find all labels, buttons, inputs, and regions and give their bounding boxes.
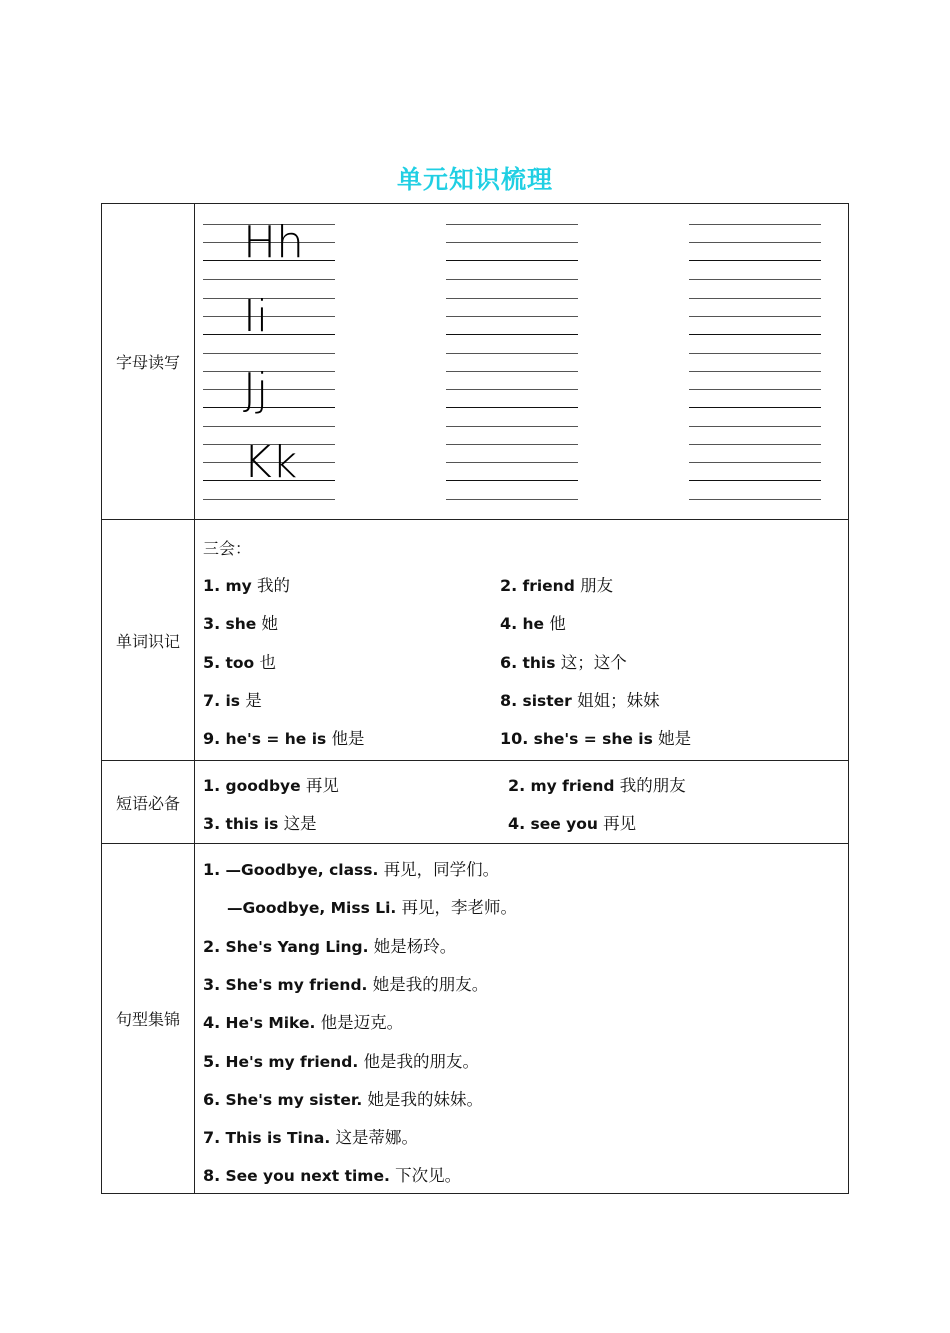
sentence-item — [203, 1086, 483, 1110]
writing-rule — [446, 298, 578, 299]
item-number: 3. — [203, 974, 221, 994]
writing-grid — [689, 371, 821, 431]
word-item — [203, 610, 278, 634]
sentences-label: 句型集锦 — [102, 844, 195, 1193]
item-number: 2. — [508, 776, 526, 795]
item-chinese: 她是杨玲。 — [373, 936, 457, 956]
writing-rule — [689, 407, 821, 408]
writing-grid — [203, 217, 335, 284]
writing-grid — [446, 371, 578, 431]
item-english: she — [225, 615, 257, 634]
sentence-item — [203, 971, 488, 995]
writing-rule — [689, 462, 821, 463]
writing-rule — [203, 334, 335, 335]
writing-rule — [446, 407, 578, 408]
item-english: goodbye — [225, 777, 301, 795]
phrase-item — [203, 772, 339, 796]
letter-pair: Kk — [243, 437, 298, 488]
item-chinese: 她是我的朋友。 — [372, 974, 489, 994]
item-english: my — [225, 577, 252, 595]
item-chinese: 姐姐；妹妹 — [577, 690, 660, 710]
knowledge-table — [101, 203, 849, 1194]
item-english: is — [225, 691, 241, 710]
letter-pair: Hh — [243, 217, 304, 268]
writing-rule — [446, 224, 578, 225]
item-english: He's Mike. — [225, 1014, 316, 1033]
item-chinese: 下次见。 — [395, 1166, 462, 1186]
item-chinese: 他是迈克。 — [320, 1013, 404, 1033]
item-number: 3. — [203, 614, 221, 634]
writing-rule — [689, 389, 821, 390]
item-number: 1. — [203, 860, 221, 879]
writing-rule — [446, 444, 578, 445]
item-number: 5. — [203, 652, 221, 672]
writing-rule — [203, 316, 335, 317]
item-number: 4. — [500, 614, 518, 634]
sentence-item — [203, 933, 456, 957]
letters-writing-area — [195, 204, 848, 519]
item-number: 3. — [203, 814, 221, 833]
phrases-content — [195, 761, 848, 843]
writing-grid — [689, 444, 821, 504]
item-english: He's my friend. — [225, 1052, 359, 1071]
item-english: he — [522, 615, 545, 634]
writing-rule — [689, 499, 821, 500]
writing-rule — [689, 426, 821, 427]
writing-grid — [689, 224, 821, 284]
item-english: This is Tina. — [225, 1129, 331, 1148]
page-title: 单元知识梳理 — [396, 165, 553, 194]
item-chinese: 是 — [245, 690, 262, 710]
item-chinese: 也 — [259, 652, 276, 672]
writing-rule — [446, 389, 578, 390]
item-number: 1. — [203, 776, 221, 795]
sentence-item — [203, 1009, 403, 1033]
word-item — [500, 725, 691, 749]
letter-pair: Ii — [243, 291, 269, 342]
writing-rule — [689, 480, 821, 481]
item-number: 2. — [500, 576, 518, 595]
writing-grid — [203, 437, 335, 504]
item-english: She's Yang Ling. — [225, 937, 369, 956]
writing-rule — [446, 279, 578, 280]
writing-rule — [689, 371, 821, 372]
item-number: 10. — [500, 729, 529, 749]
item-chinese: 这是蒂娜。 — [335, 1128, 418, 1148]
word-item — [203, 649, 276, 673]
writing-rule — [689, 316, 821, 317]
item-english: too — [225, 653, 255, 672]
item-english: this — [522, 653, 556, 672]
writing-rule — [446, 462, 578, 463]
phrase-item — [508, 810, 636, 834]
item-chinese: 她是我的妹妹。 — [367, 1089, 483, 1109]
item-number: 5. — [203, 1051, 221, 1071]
letters-label: 字母读写 — [102, 204, 195, 519]
words-label: 单词识记 — [102, 520, 195, 760]
word-item — [500, 649, 627, 673]
item-english: She's my friend. — [225, 975, 368, 994]
item-chinese: 这是 — [283, 814, 317, 833]
sentence-item — [203, 1162, 461, 1186]
phrase-item — [508, 772, 686, 796]
item-number: 1. — [203, 576, 221, 595]
item-chinese: 他是 — [331, 729, 365, 749]
item-english: he's = he is — [225, 730, 327, 749]
writing-rule — [446, 480, 578, 481]
writing-rule — [446, 371, 578, 372]
writing-rule — [689, 334, 821, 335]
item-chinese: 他 — [549, 614, 566, 634]
item-chinese: 她是 — [658, 729, 692, 749]
item-english: this is — [225, 815, 279, 833]
writing-grid — [446, 224, 578, 284]
item-chinese: 再见 — [603, 814, 637, 833]
writing-grid — [689, 298, 821, 358]
item-number: 4. — [203, 1013, 221, 1033]
item-number: 2. — [203, 936, 221, 956]
sentence-item — [227, 894, 517, 918]
writing-rule — [203, 298, 335, 299]
words-content — [195, 520, 848, 760]
writing-rule — [203, 371, 335, 372]
writing-rule — [203, 353, 335, 354]
item-english: sister — [522, 691, 572, 710]
sentence-item — [203, 1124, 418, 1148]
word-item — [203, 572, 290, 596]
sentences-row — [102, 843, 848, 1193]
word-item — [500, 610, 566, 634]
item-english: —Goodbye, class. — [225, 861, 379, 879]
item-chinese: 这；这个 — [560, 652, 627, 672]
item-chinese: 朋友 — [580, 576, 614, 595]
writing-rule — [689, 224, 821, 225]
letter-pair: Jj — [243, 364, 269, 415]
writing-rule — [689, 242, 821, 243]
words-row — [102, 519, 848, 760]
writing-rule — [203, 407, 335, 408]
item-chinese: 他是我的朋友。 — [363, 1051, 479, 1071]
item-chinese: 再见 — [305, 776, 339, 795]
writing-rule — [446, 316, 578, 317]
word-item — [500, 687, 660, 711]
item-english: See you next time. — [225, 1167, 390, 1186]
writing-rule — [446, 353, 578, 354]
writing-rule — [446, 499, 578, 500]
writing-rule — [203, 389, 335, 390]
writing-rule — [203, 279, 335, 280]
item-chinese: 再见，同学们。 — [383, 860, 500, 879]
item-english: my friend — [530, 777, 615, 795]
words-intro: 三会： — [203, 539, 252, 558]
word-item — [203, 725, 365, 749]
item-number: 6. — [203, 1089, 221, 1109]
writing-rule — [446, 426, 578, 427]
item-number: 6. — [500, 652, 518, 672]
sentences-content — [195, 844, 848, 1193]
item-english: she's = she is — [533, 730, 653, 749]
writing-rule — [689, 353, 821, 354]
word-item — [203, 687, 262, 711]
item-number: 7. — [203, 690, 221, 710]
item-number: 8. — [500, 690, 518, 710]
item-number: 4. — [508, 814, 526, 833]
phrases-label: 短语必备 — [102, 761, 195, 843]
sentence-item — [203, 856, 499, 880]
writing-rule — [446, 242, 578, 243]
item-english: friend — [522, 577, 575, 595]
item-number: 7. — [203, 1128, 221, 1148]
phrase-item — [203, 810, 317, 834]
item-number: 9. — [203, 729, 221, 749]
writing-rule — [689, 260, 821, 261]
writing-rule — [689, 444, 821, 445]
item-english: —Goodbye, Miss Li. — [227, 899, 397, 918]
writing-rule — [689, 298, 821, 299]
writing-rule — [446, 334, 578, 335]
item-chinese: 她 — [261, 614, 278, 634]
sentence-item — [203, 1048, 479, 1072]
item-chinese: 我的朋友 — [619, 776, 686, 795]
writing-grid — [446, 298, 578, 358]
phrases-row — [102, 760, 848, 843]
item-english: She's my sister. — [225, 1090, 363, 1109]
writing-rule — [203, 499, 335, 500]
writing-rule — [203, 426, 335, 427]
writing-grid — [203, 291, 335, 358]
item-chinese: 我的 — [256, 576, 290, 595]
writing-rule — [446, 260, 578, 261]
word-item — [500, 572, 613, 596]
item-number: 8. — [203, 1166, 221, 1186]
writing-grid — [446, 444, 578, 504]
writing-rule — [689, 279, 821, 280]
item-chinese: 再见，李老师。 — [401, 898, 518, 918]
writing-grid — [203, 364, 335, 431]
letters-row — [102, 204, 848, 519]
item-english: see you — [530, 815, 598, 833]
